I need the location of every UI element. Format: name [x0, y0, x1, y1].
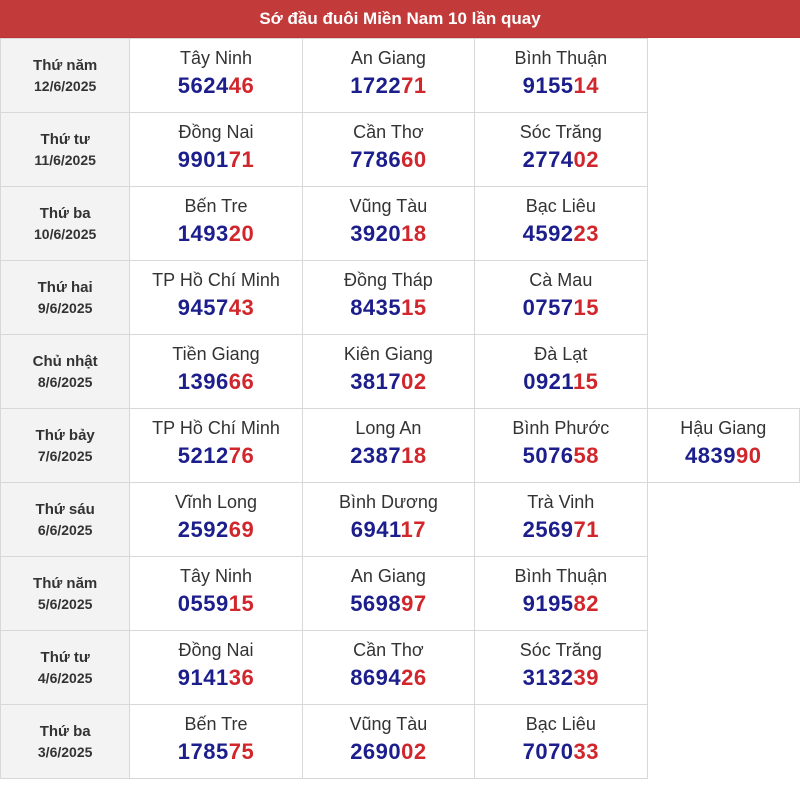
- draw-day-cell: [1, 187, 130, 261]
- province-result-cell: [475, 409, 647, 483]
- province-name: Bình Thuận: [514, 48, 608, 68]
- result-tail-digits: 39: [573, 665, 600, 690]
- province-name: An Giang: [350, 48, 426, 68]
- result-head-digits: 9457: [177, 295, 229, 320]
- result-head-digits: 1722: [350, 73, 402, 98]
- draw-day-cell: [1, 261, 130, 335]
- result-head-digits: 5698: [350, 591, 402, 616]
- result-tail-digits: 26: [401, 665, 427, 690]
- draw-date: 6/6/2025: [37, 522, 93, 538]
- result-head-digits: 0921: [523, 369, 573, 394]
- result-tail-digits: 02: [401, 739, 427, 764]
- result-tail-digits: 17: [400, 517, 427, 542]
- result-number: [130, 73, 301, 99]
- result-head-digits: 4839: [685, 443, 736, 468]
- province-result-cell: [302, 261, 474, 335]
- result-head-digits: 5624: [177, 73, 229, 98]
- province-name: Kiên Giang: [343, 344, 433, 364]
- draw-day-cell: [1, 335, 130, 409]
- result-number: [303, 295, 474, 321]
- result-number: [303, 369, 474, 395]
- result-tail-digits: 97: [401, 591, 427, 616]
- result-head-digits: 4592: [522, 221, 574, 246]
- draw-date: 3/6/2025: [37, 744, 93, 760]
- province-name: An Giang: [350, 566, 426, 586]
- province-result-cell: [302, 631, 474, 705]
- province-name: TP Hồ Chí Minh: [152, 270, 280, 290]
- empty-cell: [647, 113, 799, 187]
- province-result-cell: [302, 557, 474, 631]
- province-name: Vũng Tàu: [349, 714, 428, 734]
- province-name: Tây Ninh: [179, 48, 253, 68]
- result-number: [303, 739, 474, 765]
- table-row: [1, 261, 800, 335]
- weekday-label: Thứ tư: [40, 131, 90, 148]
- empty-cell: [647, 705, 799, 779]
- table-row: [1, 483, 800, 557]
- province-name: Tiền Giang: [172, 344, 260, 364]
- result-tail-digits: 46: [228, 73, 255, 98]
- province-result-cell: [475, 705, 647, 779]
- result-head-digits: 9141: [177, 665, 229, 690]
- weekday-label: Thứ năm: [33, 57, 98, 74]
- table-row: [1, 557, 800, 631]
- province-name: Đà Lạt: [534, 344, 588, 364]
- empty-cell: [647, 483, 799, 557]
- page-title: Sớ đầu đuôi Miền Nam 10 lần quay: [0, 0, 800, 38]
- province-result-cell: [475, 187, 647, 261]
- result-tail-digits: 15: [572, 369, 599, 394]
- result-head-digits: 3920: [350, 221, 402, 246]
- table-row: [1, 409, 800, 483]
- result-number: [130, 295, 301, 321]
- weekday-label: Thứ bảy: [35, 427, 95, 444]
- province-name: Bạc Liêu: [525, 714, 596, 734]
- province-name: Bến Tre: [184, 196, 248, 216]
- province-name: Trà Vinh: [527, 492, 595, 512]
- table-row: [1, 39, 800, 113]
- result-head-digits: 6941: [350, 517, 401, 542]
- draw-day-cell: [1, 705, 130, 779]
- weekday-label: Thứ tư: [40, 649, 90, 666]
- result-tail-digits: 18: [401, 443, 427, 468]
- result-tail-digits: 36: [228, 665, 255, 690]
- province-name: Vũng Tàu: [349, 196, 428, 216]
- province-name: Hậu Giang: [680, 418, 767, 438]
- province-result-cell: [302, 705, 474, 779]
- draw-date: 12/6/2025: [34, 78, 97, 94]
- province-result-cell: [475, 631, 647, 705]
- result-tail-digits: 15: [573, 295, 600, 320]
- draw-day-cell: [1, 39, 130, 113]
- result-tail-digits: 18: [401, 221, 427, 246]
- result-tail-digits: 71: [228, 147, 255, 172]
- province-name: Long An: [355, 418, 422, 438]
- table-row: [1, 113, 800, 187]
- result-head-digits: 0559: [177, 591, 229, 616]
- result-head-digits: 2569: [522, 517, 574, 542]
- results-table-body: [1, 39, 800, 779]
- result-head-digits: 5212: [177, 443, 229, 468]
- result-number: [303, 147, 474, 173]
- draw-date: 5/6/2025: [37, 596, 93, 612]
- result-number: [303, 591, 474, 617]
- weekday-label: Thứ sáu: [35, 501, 95, 518]
- result-head-digits: 5076: [522, 443, 574, 468]
- weekday-label: Thứ ba: [39, 205, 91, 222]
- result-number: [130, 221, 301, 247]
- result-tail-digits: 20: [228, 221, 255, 246]
- result-tail-digits: 66: [228, 369, 255, 394]
- draw-day-cell: [1, 409, 130, 483]
- province-name: Cà Mau: [529, 270, 593, 290]
- weekday-label: Chủ nhật: [32, 353, 98, 370]
- province-name: Cần Thơ: [353, 122, 424, 142]
- result-number: [130, 517, 301, 543]
- province-result-cell: [302, 39, 474, 113]
- table-row: [1, 335, 800, 409]
- province-result-cell: [302, 113, 474, 187]
- result-tail-digits: 82: [573, 591, 600, 616]
- weekday-label: Thứ ba: [39, 723, 91, 740]
- draw-day-cell: [1, 557, 130, 631]
- result-number: [475, 73, 646, 99]
- result-number: [303, 221, 474, 247]
- result-tail-digits: 33: [573, 739, 600, 764]
- draw-day-cell: [1, 483, 130, 557]
- result-number: [303, 73, 474, 99]
- province-name: Sóc Trăng: [519, 640, 602, 660]
- result-number: [648, 443, 799, 469]
- result-head-digits: 3817: [350, 369, 402, 394]
- province-result-cell: [130, 335, 302, 409]
- result-tail-digits: 02: [401, 369, 427, 394]
- result-number: [475, 665, 646, 691]
- result-number: [303, 517, 474, 543]
- empty-cell: [647, 557, 799, 631]
- result-tail-digits: 76: [228, 443, 255, 468]
- province-name: Đồng Tháp: [344, 270, 433, 290]
- result-tail-digits: 43: [228, 295, 255, 320]
- province-name: Bạc Liêu: [525, 196, 596, 216]
- draw-date: 9/6/2025: [37, 300, 93, 316]
- province-name: Đồng Nai: [178, 640, 254, 660]
- province-result-cell: [647, 409, 799, 483]
- province-result-cell: [130, 187, 302, 261]
- result-tail-digits: 23: [573, 221, 600, 246]
- result-number: [130, 443, 301, 469]
- result-tail-digits: 60: [401, 147, 427, 172]
- province-name: Sóc Trăng: [519, 122, 602, 142]
- result-head-digits: 2690: [350, 739, 402, 764]
- draw-date: 11/6/2025: [34, 152, 96, 168]
- table-row: [1, 631, 800, 705]
- province-result-cell: [475, 261, 647, 335]
- province-name: Bình Thuận: [514, 566, 608, 586]
- result-head-digits: 2774: [522, 147, 574, 172]
- province-result-cell: [302, 335, 474, 409]
- province-result-cell: [475, 483, 647, 557]
- empty-cell: [647, 39, 799, 113]
- result-tail-digits: 69: [228, 517, 255, 542]
- province-name: Bình Dương: [338, 492, 438, 512]
- draw-day-cell: [1, 113, 130, 187]
- result-tail-digits: 15: [401, 295, 427, 320]
- result-head-digits: 7070: [522, 739, 574, 764]
- result-number: [130, 147, 301, 173]
- result-head-digits: 2387: [350, 443, 402, 468]
- result-tail-digits: 75: [228, 739, 255, 764]
- result-number: [303, 443, 474, 469]
- empty-cell: [647, 335, 799, 409]
- result-head-digits: 9901: [177, 147, 229, 172]
- province-result-cell: [302, 483, 474, 557]
- province-result-cell: [302, 409, 474, 483]
- draw-date: 10/6/2025: [34, 226, 97, 242]
- province-result-cell: [130, 631, 302, 705]
- province-result-cell: [475, 113, 647, 187]
- result-head-digits: 8694: [350, 665, 402, 690]
- province-result-cell: [130, 261, 302, 335]
- result-tail-digits: 15: [228, 591, 255, 616]
- result-head-digits: 2592: [177, 517, 229, 542]
- result-number: [303, 665, 474, 691]
- result-number: [475, 739, 646, 765]
- result-number: [475, 443, 646, 469]
- draw-date: 7/6/2025: [37, 448, 93, 464]
- table-row: [1, 187, 800, 261]
- result-head-digits: 1396: [177, 369, 229, 394]
- result-number: [475, 221, 646, 247]
- result-number: [130, 591, 301, 617]
- draw-date: 4/6/2025: [37, 670, 93, 686]
- result-head-digits: 0757: [522, 295, 574, 320]
- draw-date: 8/6/2025: [37, 374, 93, 390]
- result-head-digits: 9195: [522, 591, 574, 616]
- result-number: [475, 295, 646, 321]
- province-result-cell: [130, 409, 302, 483]
- result-head-digits: 1785: [177, 739, 229, 764]
- result-tail-digits: 71: [401, 73, 427, 98]
- province-name: Vĩnh Long: [174, 492, 258, 512]
- province-name: TP Hồ Chí Minh: [152, 418, 280, 438]
- result-head-digits: 7786: [350, 147, 402, 172]
- result-tail-digits: 90: [735, 443, 762, 468]
- province-name: Tây Ninh: [179, 566, 253, 586]
- province-result-cell: [130, 557, 302, 631]
- result-number: [475, 517, 646, 543]
- result-number: [130, 665, 301, 691]
- province-result-cell: [475, 335, 647, 409]
- result-number: [130, 369, 301, 395]
- result-tail-digits: 14: [573, 73, 600, 98]
- results-table: [0, 38, 800, 779]
- result-head-digits: 1493: [177, 221, 229, 246]
- empty-cell: [647, 261, 799, 335]
- result-number: [475, 147, 646, 173]
- draw-day-cell: [1, 631, 130, 705]
- province-result-cell: [130, 483, 302, 557]
- result-tail-digits: 02: [573, 147, 600, 172]
- province-name: Bến Tre: [184, 714, 248, 734]
- province-name: Bình Phước: [512, 418, 610, 438]
- empty-cell: [647, 187, 799, 261]
- province-result-cell: [475, 39, 647, 113]
- result-number: [475, 591, 646, 617]
- weekday-label: Thứ hai: [37, 279, 93, 296]
- result-number: [130, 739, 301, 765]
- province-name: Cần Thơ: [353, 640, 424, 660]
- province-result-cell: [130, 113, 302, 187]
- result-head-digits: 9155: [522, 73, 574, 98]
- weekday-label: Thứ năm: [33, 575, 98, 592]
- result-head-digits: 8435: [350, 295, 402, 320]
- province-name: Đồng Nai: [178, 122, 254, 142]
- result-tail-digits: 58: [573, 443, 600, 468]
- province-result-cell: [130, 705, 302, 779]
- result-number: [475, 369, 646, 395]
- result-head-digits: 3132: [522, 665, 574, 690]
- province-result-cell: [130, 39, 302, 113]
- result-tail-digits: 71: [573, 517, 600, 542]
- province-result-cell: [302, 187, 474, 261]
- empty-cell: [647, 631, 799, 705]
- province-result-cell: [475, 557, 647, 631]
- table-row: [1, 705, 800, 779]
